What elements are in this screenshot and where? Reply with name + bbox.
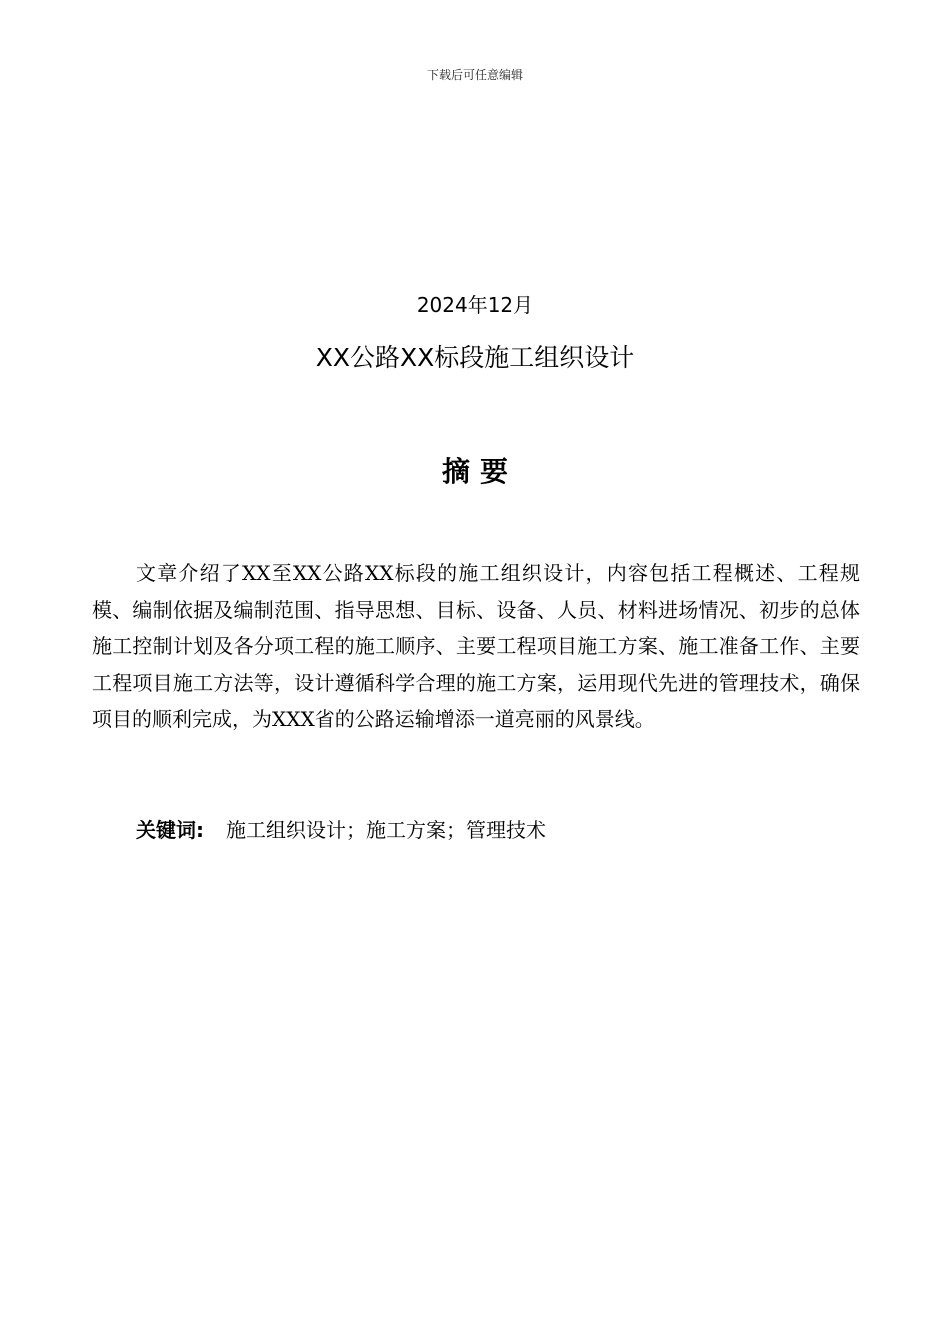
keywords-value: 施工组织设计；施工方案；管理技术 xyxy=(226,818,546,842)
abstract-body: 文章介绍了XX至XX公路XX标段的施工组织设计，内容包括工程概述、工程规模、编制依据及编制范围、指导思想、目标、设备、人员、材料进场情况、初步的总体施工控制计划及各分项工程的施工顺序、主要工程项目施工方案、施工准备工作、主要工程项目施工方法等，设计遵循科学合理的施工方案，运用现代先进的管理技术，确保项目的顺利完成，为XXX省的公路运输增添一道亮丽的风景线。 xyxy=(92,561,860,731)
keywords-label: 关键词: xyxy=(136,818,204,842)
document-title: XX公路XX标段施工组织设计 xyxy=(315,343,635,372)
header-note: 下载后可任意编辑 xyxy=(426,68,523,82)
date-line: 2024年12月 xyxy=(416,293,534,317)
keywords-line xyxy=(136,814,836,843)
abstract-heading: 摘要 xyxy=(441,455,518,488)
